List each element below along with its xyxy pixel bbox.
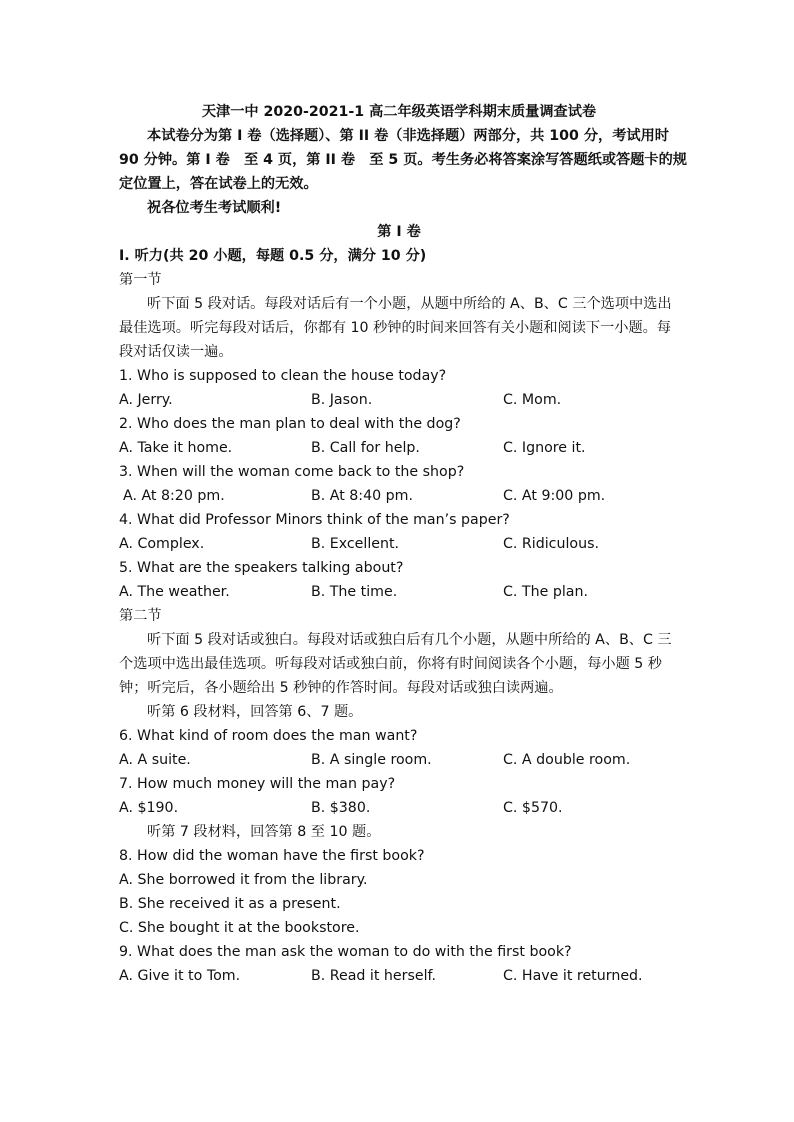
- option-b: B. Jason.: [311, 392, 373, 408]
- section-instructions: 最佳选项。听完每段对话后，你都有 10 秒钟的时间来回答有关小题和阅读下一小题。每: [119, 320, 672, 336]
- option-a: A. She borrowed it from the library.: [119, 872, 368, 888]
- section-title: 第二节: [119, 608, 162, 624]
- intro-text: 本试卷分为第 I 卷（选择题）、第 II 卷（非选择题）两部分，共 100 分，考试用时: [147, 128, 669, 144]
- question-text: 6. What kind of room does the man want?: [119, 728, 418, 744]
- exam-page: [119, 100, 687, 988]
- section-instructions: 段对话仅读一遍。: [119, 344, 233, 360]
- option-a: A. At 8:20 pm.: [123, 488, 225, 504]
- question-options: [119, 532, 679, 556]
- option-b: B. Read it herself.: [311, 968, 437, 984]
- option-a: A. Give it to Tom.: [119, 968, 241, 984]
- question-text: 5. What are the speakers talking about?: [119, 560, 404, 576]
- option-b: B. She received it as a present.: [119, 896, 341, 912]
- volume-title: 第 I 卷: [377, 224, 421, 240]
- question-options: [119, 436, 679, 460]
- option-c: C. A double room.: [503, 752, 631, 768]
- option-b: B. Call for help.: [311, 440, 420, 456]
- option-b: B. $380.: [311, 800, 371, 816]
- option-c: C. She bought it at the bookstore.: [119, 920, 360, 936]
- listening-material-note: 听第 7 段材料，回答第 8 至 10 题。: [147, 824, 381, 840]
- section-title: 第一节: [119, 272, 162, 288]
- option-c: C. Have it returned.: [503, 968, 643, 984]
- option-a: A. Take it home.: [119, 440, 233, 456]
- section-instructions: 听下面 5 段对话或独白。每段对话或独白后有几个小题，从题中所给的 A、B、C 三: [147, 632, 672, 648]
- listening-material-note: 听第 6 段材料，回答第 6、7 题。: [147, 704, 363, 720]
- question-text: 7. How much money will the man pay?: [119, 776, 396, 792]
- option-c: C. At 9:00 pm.: [503, 488, 606, 504]
- option-c: C. Mom.: [503, 392, 562, 408]
- option-a: A. A suite.: [119, 752, 191, 768]
- part-heading: I. 听力(共 20 小题，每题 0.5 分，满分 10 分): [119, 248, 427, 264]
- question-options: [119, 964, 679, 988]
- question-options: [119, 748, 679, 772]
- option-c: C. The plan.: [503, 584, 588, 600]
- option-b: B. At 8:40 pm.: [311, 488, 413, 504]
- option-c: C. Ridiculous.: [503, 536, 599, 552]
- option-c: C. $570.: [503, 800, 563, 816]
- question-options: [119, 580, 679, 604]
- option-b: B. The time.: [311, 584, 398, 600]
- section-instructions: 钟；听完后，各小题给出 5 秒钟的作答时间。每段对话或独白读两遍。: [119, 680, 563, 696]
- exam-title: 天津一中 2020-2021-1 高二年级英语学科期末质量调查试卷: [201, 104, 597, 120]
- section-instructions: 听下面 5 段对话。每段对话后有一个小题，从题中所给的 A、B、C 三个选项中选出: [147, 296, 672, 312]
- section-instructions: 个选项中选出最佳选项。听每段对话或独白前，你将有时间阅读各个小题，每小题 5 秒: [119, 656, 662, 672]
- question-options: [119, 484, 679, 508]
- question-text: 4. What did Professor Minors think of the man’s paper?: [119, 512, 510, 528]
- option-a: A. Jerry.: [119, 392, 173, 408]
- option-a: A. The weather.: [119, 584, 230, 600]
- question-text: 1. Who is supposed to clean the house today?: [119, 368, 447, 384]
- question-text: 9. What does the man ask the woman to do with the first book?: [119, 944, 572, 960]
- intro-text: 定位置上，答在试卷上的无效。: [119, 176, 318, 192]
- option-c: C. Ignore it.: [503, 440, 586, 456]
- option-a: A. $190.: [119, 800, 179, 816]
- intro-text: 90 分钟。第 I 卷 至 4 页，第 II 卷 至 5 页。考生务必将答案涂写答题纸或答题卡的规: [119, 152, 687, 168]
- question-options: [119, 388, 679, 412]
- question-options: [119, 796, 679, 820]
- option-b: B. A single room.: [311, 752, 432, 768]
- question-text: 2. Who does the man plan to deal with the dog?: [119, 416, 461, 432]
- option-a: A. Complex.: [119, 536, 205, 552]
- question-text: 3. When will the woman come back to the shop?: [119, 464, 465, 480]
- option-b: B. Excellent.: [311, 536, 400, 552]
- question-text: 8. How did the woman have the first book?: [119, 848, 425, 864]
- good-luck-text: 祝各位考生考试顺利!: [147, 200, 282, 216]
